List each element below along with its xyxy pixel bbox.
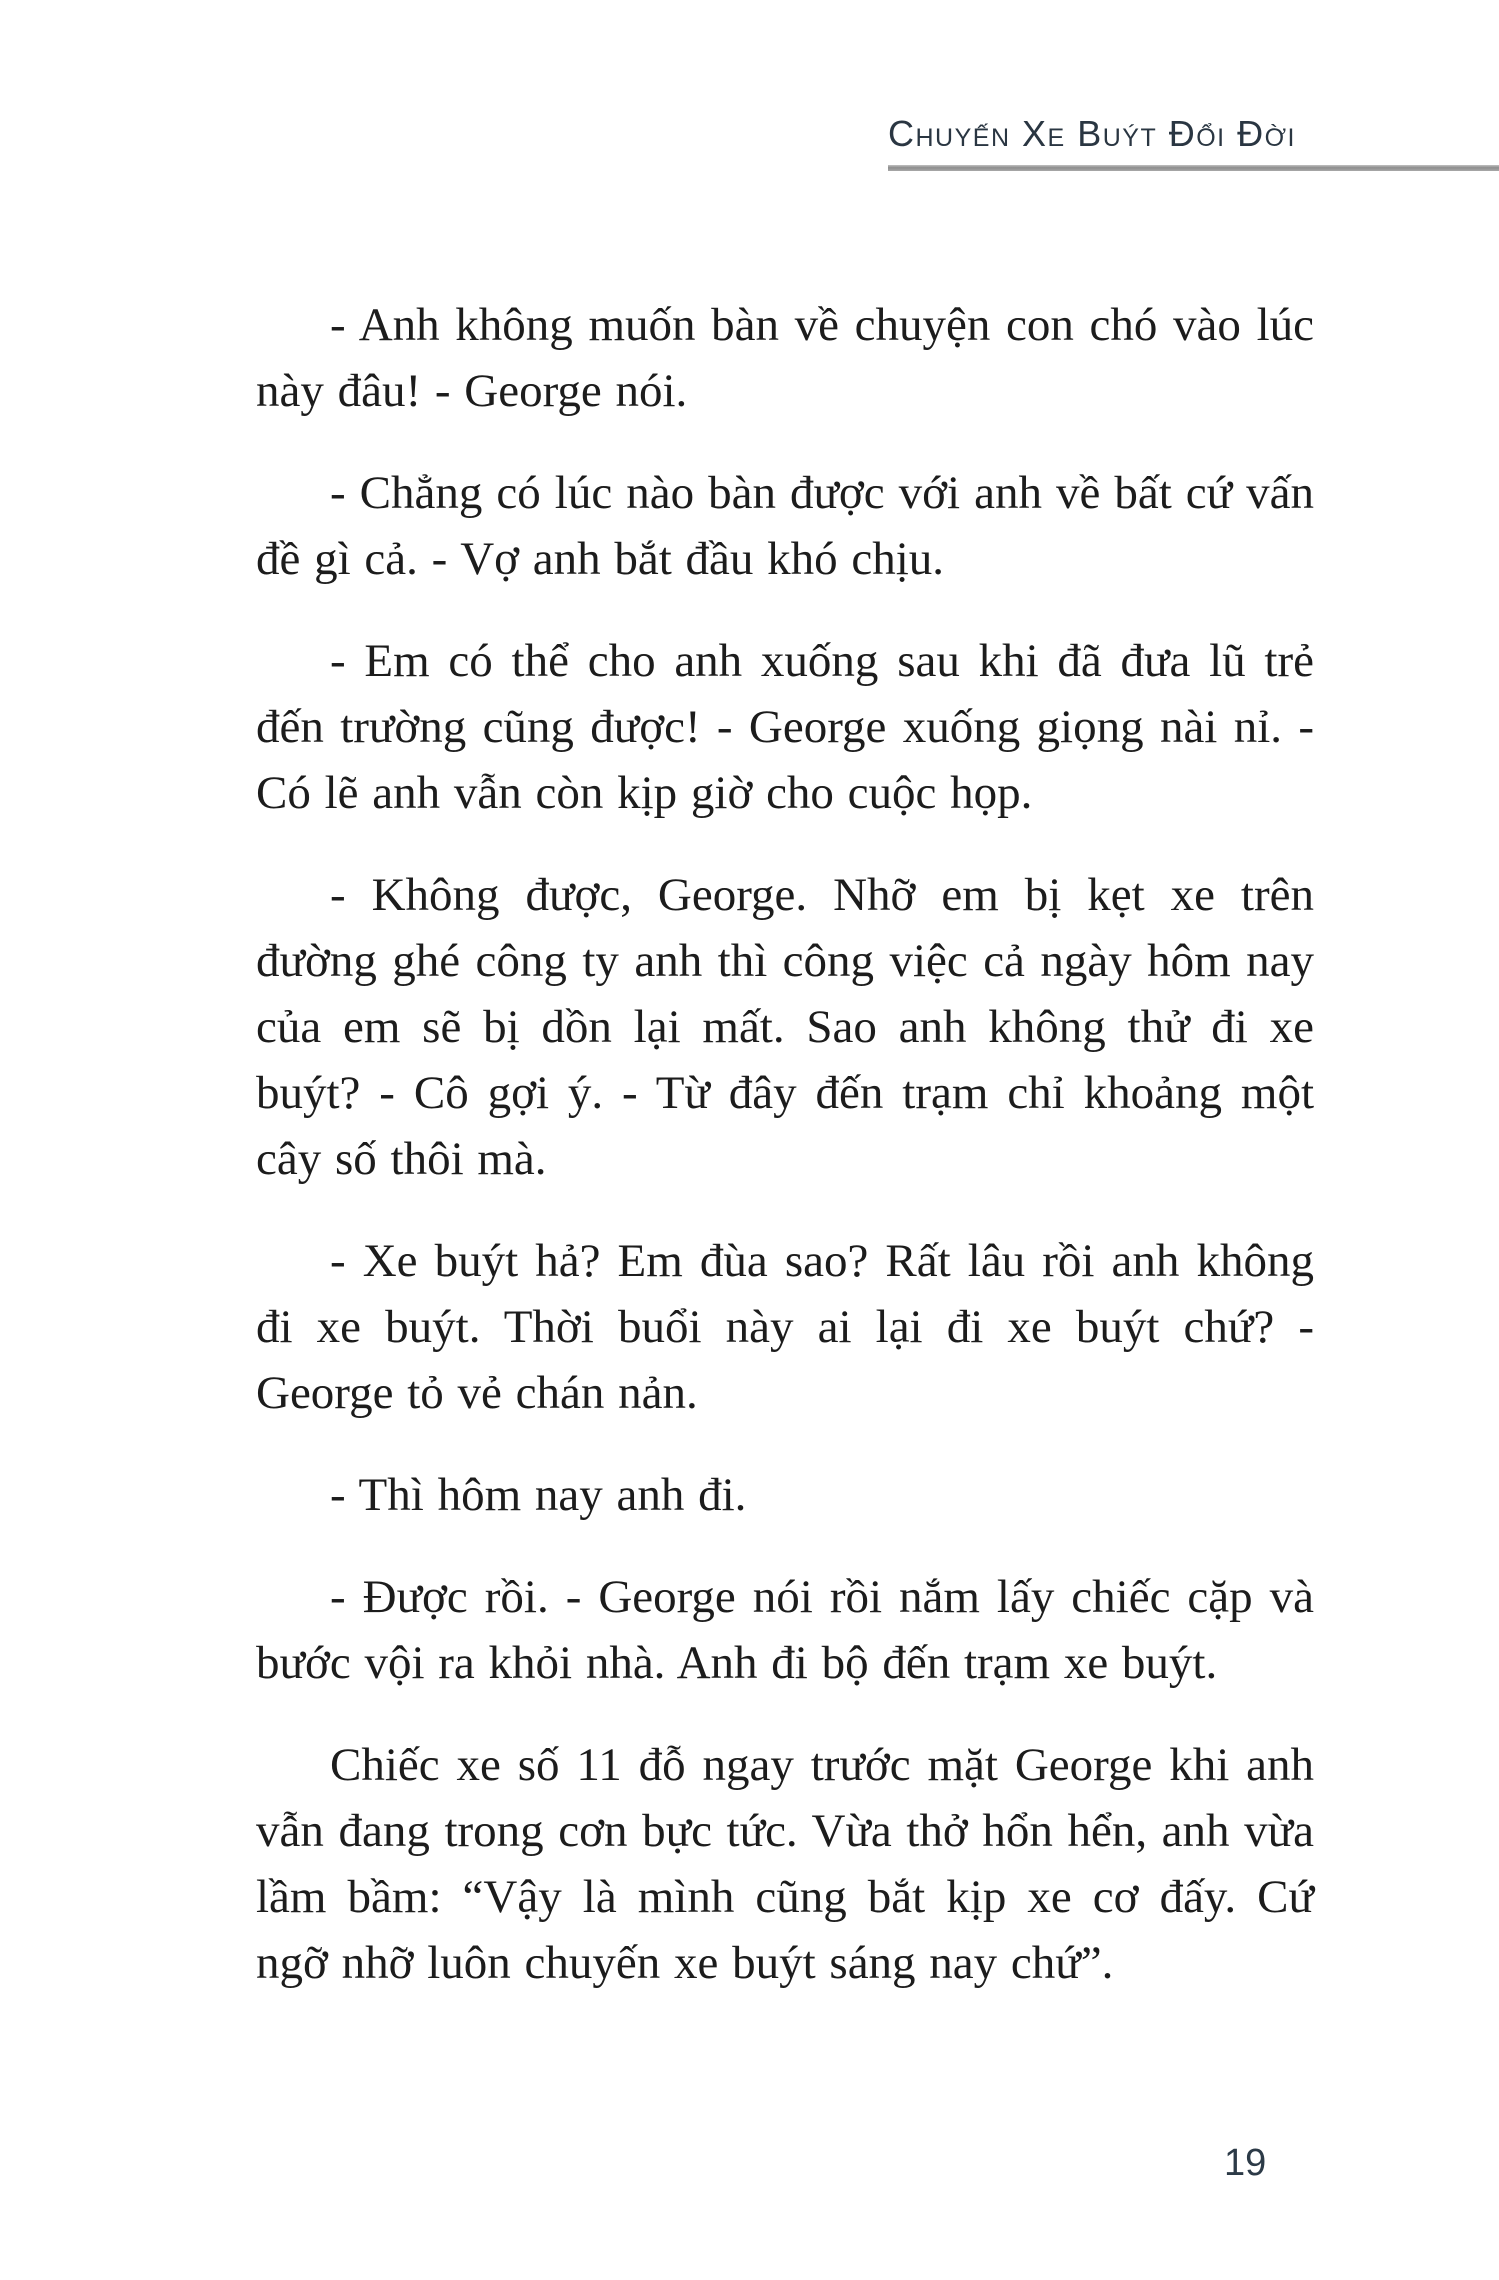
running-header [888, 114, 1499, 171]
book-title-header: Chuyến Xe Buýt Đổi Đời [888, 113, 1296, 154]
header-rule [888, 165, 1499, 171]
paragraph: - Thì hôm nay anh đi. [330, 1469, 747, 1521]
paragraph: - Được rồi. - George nói rồi nắm lấy chiếc cặp và bước vội ra khỏi nhà. Anh đi bộ đến trạm xe buýt. [256, 1571, 1314, 1689]
paragraph: - Em có thể cho anh xuống sau khi đã đưa lũ trẻ đến trường cũng được! - George xuống giọng nài nỉ. - Có lẽ anh vẫn còn kịp giờ cho cuộc họp. [256, 635, 1314, 819]
paragraph: Chiếc xe số 11 đỗ ngay trước mặt George khi anh vẫn đang trong cơn bực tức. Vừa thở hổn hển, anh vừa lầm bầm: “Vậy là mình cũng bắt kịp xe cơ đấy. Cứ ngỡ nhỡ luôn chuyến xe buýt sáng nay chứ”. [256, 1739, 1314, 1989]
paragraph: - Anh không muốn bàn về chuyện con chó vào lúc này đâu! - George nói. [256, 299, 1314, 417]
paragraph: - Chẳng có lúc nào bàn được với anh về bất cứ vấn đề gì cả. - Vợ anh bắt đầu khó chịu. [256, 467, 1314, 585]
page-body-text [256, 292, 1314, 2032]
page-number: 19 [1224, 2142, 1267, 2184]
paragraph: - Không được, George. Nhỡ em bị kẹt xe trên đường ghé công ty anh thì công việc cả ngày hôm nay của em sẽ bị dồn lại mất. Sao anh không thử đi xe buýt? - Cô gợi ý. - Từ đây đến trạm chỉ khoảng một cây số thôi mà. [256, 869, 1314, 1185]
paragraph: - Xe buýt hả? Em đùa sao? Rất lâu rồi anh không đi xe buýt. Thời buổi này ai lại đi xe buýt chứ? - George tỏ vẻ chán nản. [256, 1235, 1314, 1419]
